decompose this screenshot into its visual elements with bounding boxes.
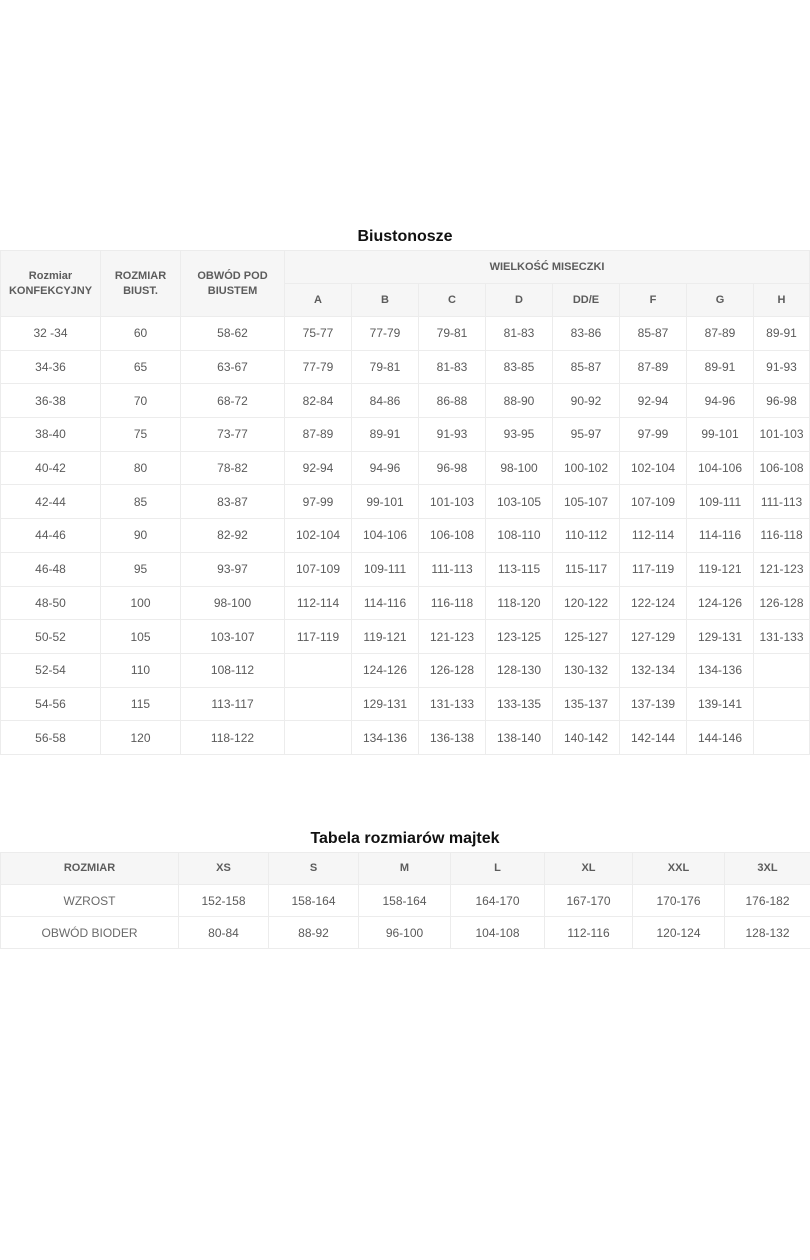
cup-cell: 116-118 [754,519,810,553]
cup-cell: 97-99 [285,485,352,519]
size-cell: 34-36 [1,350,101,384]
cup-cell: 135-137 [553,687,620,721]
cup-cell: 83-85 [486,350,553,384]
header-cup-7: H [754,284,810,317]
table-row [1,586,810,620]
cup-cell: 106-108 [754,451,810,485]
cup-cell: 132-134 [620,653,687,687]
cup-cell: 94-96 [352,451,419,485]
cup-cell: 117-119 [285,620,352,654]
under-cell: 98-100 [181,586,285,620]
size-cell: 54-56 [1,687,101,721]
cup-cell: 124-126 [352,653,419,687]
cup-cell: 114-116 [687,519,754,553]
cup-cell: 133-135 [486,687,553,721]
band-cell: 70 [101,384,181,418]
value-cell: 88-92 [269,917,359,949]
cup-cell: 97-99 [620,418,687,452]
cup-cell: 103-105 [486,485,553,519]
cup-cell: 111-113 [419,552,486,586]
cup-cell: 110-112 [553,519,620,553]
cup-cell: 99-101 [687,418,754,452]
under-cell: 73-77 [181,418,285,452]
row-label: OBWÓD BIODER [1,917,179,949]
panty-table-title: Tabela rozmiarów majtek [310,830,500,847]
band-cell: 65 [101,350,181,384]
cup-cell: 124-126 [687,586,754,620]
cup-cell: 127-129 [620,620,687,654]
band-cell: 95 [101,552,181,586]
size-cell: 42-44 [1,485,101,519]
value-cell: 170-176 [633,885,725,917]
cup-cell: 125-127 [553,620,620,654]
cup-cell: 102-104 [620,451,687,485]
value-cell: 158-164 [359,885,451,917]
header-cup-5: F [620,284,687,317]
size-cell: 48-50 [1,586,101,620]
panty-header-0: ROZMIAR [1,853,179,885]
table-row [1,687,810,721]
cup-cell [754,687,810,721]
header-cup-4: DD/E [553,284,620,317]
cup-cell [754,721,810,755]
value-cell: 176-182 [725,885,810,917]
table-row [1,418,810,452]
cup-cell: 86-88 [419,384,486,418]
cup-cell: 92-94 [620,384,687,418]
band-cell: 80 [101,451,181,485]
table-row [1,885,810,917]
cup-cell: 89-91 [352,418,419,452]
header-cup-3: D [486,284,553,317]
band-cell: 115 [101,687,181,721]
value-cell: 80-84 [179,917,269,949]
table-row [1,653,810,687]
panty-header-2: S [269,853,359,885]
under-cell: 58-62 [181,317,285,351]
cup-cell: 107-109 [285,552,352,586]
value-cell: 112-116 [545,917,633,949]
cup-cell: 112-114 [620,519,687,553]
cup-cell: 117-119 [620,552,687,586]
cup-cell: 108-110 [486,519,553,553]
size-cell: 56-58 [1,721,101,755]
table-row [1,485,810,519]
size-cell: 32 -34 [1,317,101,351]
value-cell: 128-132 [725,917,810,949]
cup-cell: 138-140 [486,721,553,755]
panty-size-table [0,852,810,949]
band-cell: 100 [101,586,181,620]
under-cell: 113-117 [181,687,285,721]
table-row [1,721,810,755]
cup-cell: 75-77 [285,317,352,351]
under-cell: 83-87 [181,485,285,519]
under-cell: 118-122 [181,721,285,755]
cup-cell: 96-98 [754,384,810,418]
under-cell: 108-112 [181,653,285,687]
cup-cell: 109-111 [352,552,419,586]
header-cup-0: A [285,284,352,317]
cup-cell: 140-142 [553,721,620,755]
cup-cell: 121-123 [419,620,486,654]
cup-cell: 92-94 [285,451,352,485]
cup-cell: 104-106 [352,519,419,553]
cup-cell: 79-81 [419,317,486,351]
band-cell: 105 [101,620,181,654]
cup-cell: 87-89 [620,350,687,384]
size-cell: 44-46 [1,519,101,553]
cup-cell: 122-124 [620,586,687,620]
size-cell: 40-42 [1,451,101,485]
cup-cell: 109-111 [687,485,754,519]
value-cell: 158-164 [269,885,359,917]
panty-header-4: L [451,853,545,885]
under-cell: 78-82 [181,451,285,485]
panty-header-5: XL [545,853,633,885]
cup-cell [285,721,352,755]
cup-cell: 77-79 [285,350,352,384]
cup-cell: 87-89 [285,418,352,452]
cup-cell: 82-84 [285,384,352,418]
cup-cell: 129-131 [352,687,419,721]
cup-cell: 89-91 [754,317,810,351]
cup-cell: 100-102 [553,451,620,485]
cup-cell: 136-138 [419,721,486,755]
table-row [1,350,810,384]
cup-cell: 134-136 [687,653,754,687]
cup-cell: 126-128 [754,586,810,620]
under-cell: 63-67 [181,350,285,384]
cup-cell: 89-91 [687,350,754,384]
cup-cell: 101-103 [754,418,810,452]
header-cup-6: G [687,284,754,317]
size-cell: 46-48 [1,552,101,586]
value-cell: 152-158 [179,885,269,917]
header-cup-size: WIELKOŚĆ MISECZKI [285,251,810,284]
cup-cell: 94-96 [687,384,754,418]
table-row [1,620,810,654]
table-row [1,519,810,553]
cup-cell: 116-118 [419,586,486,620]
value-cell: 96-100 [359,917,451,949]
cup-cell: 128-130 [486,653,553,687]
table-row [1,917,810,949]
value-cell: 120-124 [633,917,725,949]
cup-cell: 114-116 [352,586,419,620]
panty-header-1: XS [179,853,269,885]
cup-cell: 84-86 [352,384,419,418]
cup-cell: 131-133 [419,687,486,721]
header-cup-1: B [352,284,419,317]
band-cell: 110 [101,653,181,687]
cup-cell: 123-125 [486,620,553,654]
cup-cell: 83-86 [553,317,620,351]
cup-cell: 99-101 [352,485,419,519]
table-row [1,552,810,586]
panty-header-6: XXL [633,853,725,885]
cup-cell: 91-93 [754,350,810,384]
cup-cell: 98-100 [486,451,553,485]
size-cell: 50-52 [1,620,101,654]
panty-header-7: 3XL [725,853,810,885]
cup-cell [754,653,810,687]
header-bra-size: ROZMIAR BIUST. [101,251,181,317]
cup-cell: 119-121 [687,552,754,586]
cup-cell: 130-132 [553,653,620,687]
cup-cell [285,687,352,721]
bra-size-table [0,250,810,755]
under-cell: 82-92 [181,519,285,553]
cup-cell: 113-115 [486,552,553,586]
under-cell: 103-107 [181,620,285,654]
cup-cell: 134-136 [352,721,419,755]
cup-cell: 121-123 [754,552,810,586]
size-cell: 38-40 [1,418,101,452]
cup-cell: 77-79 [352,317,419,351]
size-cell: 52-54 [1,653,101,687]
cup-cell: 142-144 [620,721,687,755]
band-cell: 75 [101,418,181,452]
under-cell: 93-97 [181,552,285,586]
cup-cell: 81-83 [419,350,486,384]
band-cell: 120 [101,721,181,755]
cup-cell: 104-106 [687,451,754,485]
cup-cell: 120-122 [553,586,620,620]
cup-cell: 137-139 [620,687,687,721]
cup-cell [285,653,352,687]
cup-cell: 105-107 [553,485,620,519]
panty-header-3: M [359,853,451,885]
bra-table-title: Biustonosze [357,228,453,245]
cup-cell: 106-108 [419,519,486,553]
cup-cell: 119-121 [352,620,419,654]
table-row [1,317,810,351]
cup-cell: 88-90 [486,384,553,418]
cup-cell: 126-128 [419,653,486,687]
cup-cell: 101-103 [419,485,486,519]
cup-cell: 107-109 [620,485,687,519]
band-cell: 90 [101,519,181,553]
band-cell: 60 [101,317,181,351]
value-cell: 167-170 [545,885,633,917]
cup-cell: 118-120 [486,586,553,620]
cup-cell: 81-83 [486,317,553,351]
header-cup-2: C [419,284,486,317]
size-cell: 36-38 [1,384,101,418]
table-row [1,451,810,485]
header-underbust: OBWÓD POD BIUSTEM [181,251,285,317]
cup-cell: 144-146 [687,721,754,755]
cup-cell: 85-87 [620,317,687,351]
value-cell: 104-108 [451,917,545,949]
under-cell: 68-72 [181,384,285,418]
cup-cell: 129-131 [687,620,754,654]
table-row [1,384,810,418]
cup-cell: 115-117 [553,552,620,586]
cup-cell: 102-104 [285,519,352,553]
band-cell: 85 [101,485,181,519]
cup-cell: 91-93 [419,418,486,452]
value-cell: 164-170 [451,885,545,917]
cup-cell: 93-95 [486,418,553,452]
cup-cell: 85-87 [553,350,620,384]
cup-cell: 95-97 [553,418,620,452]
cup-cell: 139-141 [687,687,754,721]
cup-cell: 87-89 [687,317,754,351]
cup-cell: 112-114 [285,586,352,620]
row-label: WZROST [1,885,179,917]
header-size: Rozmiar KONFEKCYJNY [1,251,101,317]
cup-cell: 90-92 [553,384,620,418]
cup-cell: 96-98 [419,451,486,485]
cup-cell: 79-81 [352,350,419,384]
cup-cell: 111-113 [754,485,810,519]
cup-cell: 131-133 [754,620,810,654]
